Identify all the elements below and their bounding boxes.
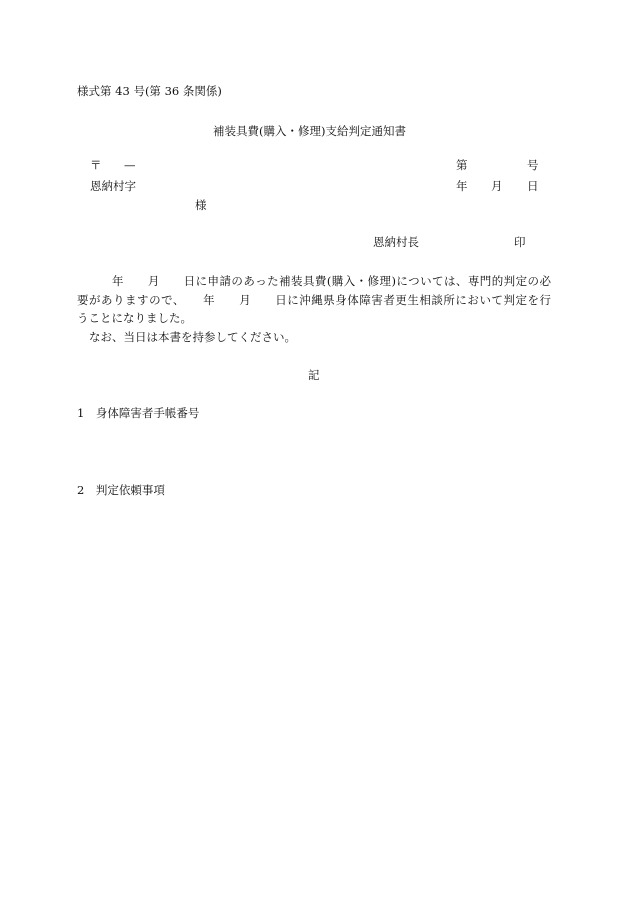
document-title: 補装具費(購入・修理)支給判定通知書 xyxy=(213,124,406,138)
seal-mark: 印 xyxy=(514,235,526,249)
body-line-2: 要がありますので、 年 月 日に沖縄県身体障害者更生相談所において判定を行 xyxy=(77,293,551,307)
postal-dash: — xyxy=(124,158,136,172)
postal-mark: 〒 xyxy=(90,158,102,172)
issue-day: 日 xyxy=(527,179,539,193)
ki-heading: 記 xyxy=(308,368,320,382)
item-disability-handbook-number: 1 身体障害者手帳番号 xyxy=(77,406,200,420)
document-number-prefix: 第 xyxy=(456,158,468,172)
body-line-1: 年 月 日に申請のあった補装具費(購入・修理)については、専門的判定の必 xyxy=(112,274,551,288)
item-judgment-request: 2 判定依頼事項 xyxy=(77,483,165,497)
document-number-suffix: 号 xyxy=(527,158,539,172)
body-line-4: なお、当日は本書を持参してください。 xyxy=(89,330,296,344)
issuer-name: 恩納村長 xyxy=(373,235,419,249)
issue-month: 月 xyxy=(491,179,503,193)
issue-year: 年 xyxy=(456,179,468,193)
form-number: 様式第 43 号(第 36 条関係) xyxy=(77,84,222,98)
address-village: 恩納村字 xyxy=(90,179,136,193)
body-line-3: うことになりました。 xyxy=(77,311,192,325)
honorific-sama: 様 xyxy=(195,198,207,212)
